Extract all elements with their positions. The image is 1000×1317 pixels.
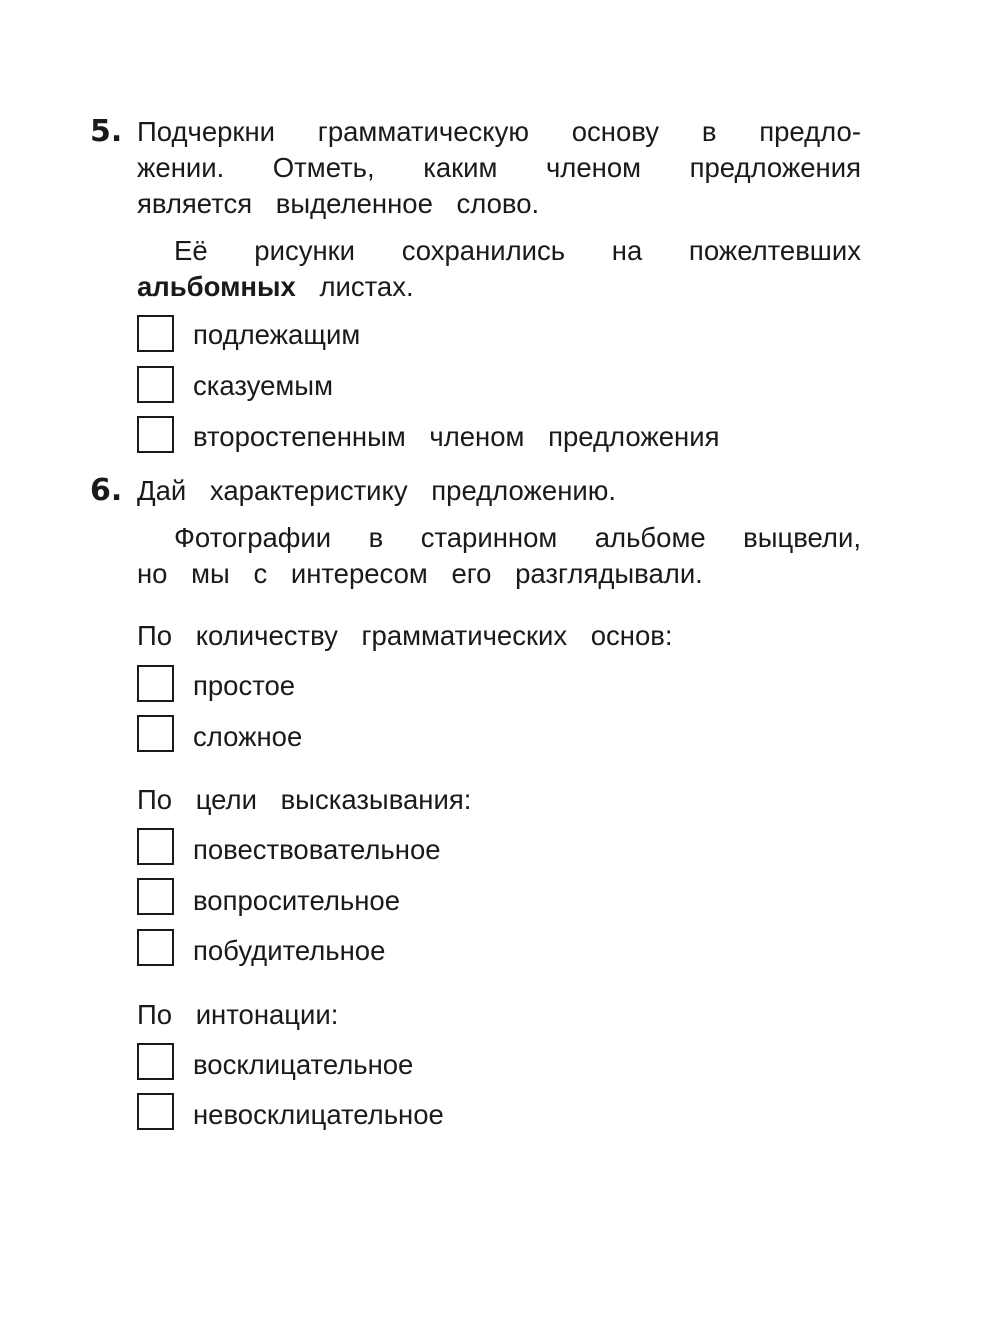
checkbox-simple[interactable]	[137, 665, 174, 702]
checkbox-predicate[interactable]	[137, 366, 174, 403]
task-5-question-line-2	[137, 150, 861, 186]
word: интересом	[290, 558, 428, 589]
option-label-complex: сложное	[193, 721, 303, 752]
task-5-sentence-line-2	[137, 269, 414, 305]
word: мы	[191, 558, 230, 589]
word: предложения	[689, 152, 861, 183]
group-heading-purpose: По цели высказывания:	[137, 784, 472, 815]
option-label-interrogative: вопросительное	[193, 885, 401, 916]
word: с	[253, 558, 268, 589]
word: в	[368, 522, 384, 553]
option-label-non-exclamatory: невосклицательное	[193, 1099, 444, 1130]
word: каким	[423, 152, 498, 183]
word: сохранились	[401, 235, 566, 266]
word: пожелтевших	[688, 235, 861, 266]
word: основу	[571, 116, 660, 147]
option-label-predicate: сказуемым	[193, 370, 333, 401]
checkbox-complex[interactable]	[137, 715, 174, 752]
checkbox-secondary-member[interactable]	[137, 416, 174, 453]
checkbox-declarative[interactable]	[137, 828, 174, 865]
word: Её	[174, 235, 208, 266]
word: на	[611, 235, 643, 266]
task-5-question-line-1	[137, 114, 861, 150]
option-label-declarative: повествовательное	[193, 834, 441, 865]
word: листах.	[319, 271, 414, 302]
task-6-sentence-line-2	[137, 556, 703, 592]
word: грамматическую	[317, 116, 529, 147]
option-label-simple: простое	[193, 670, 296, 701]
word: жении.	[137, 152, 225, 183]
checkbox-non-exclamatory[interactable]	[137, 1093, 174, 1130]
highlighted-word: альбомных	[137, 271, 296, 302]
word: Фотографии	[174, 522, 332, 553]
task-5-question-line-3: является выделенное слово.	[137, 188, 540, 219]
checkbox-imperative[interactable]	[137, 929, 174, 966]
option-label-imperative: побудительное	[193, 935, 386, 966]
option-label-exclamatory: восклицательное	[193, 1049, 414, 1080]
word: членом	[545, 152, 642, 183]
word: но	[137, 558, 168, 589]
word: предло-	[759, 116, 861, 147]
checkbox-interrogative[interactable]	[137, 878, 174, 915]
word: Отметь,	[272, 152, 375, 183]
task-6-question: Дай характеристику предложению.	[137, 475, 617, 506]
word: рисунки	[254, 235, 356, 266]
word: Подчеркни	[137, 116, 275, 147]
task-5-sentence-line-1	[174, 233, 861, 269]
word: его	[451, 558, 492, 589]
word: старинном	[420, 522, 558, 553]
group-heading-clauses: По количеству грамматических основ:	[137, 620, 673, 651]
checkbox-exclamatory[interactable]	[137, 1043, 174, 1080]
word: в	[701, 116, 717, 147]
word: альбоме	[594, 522, 706, 553]
word: выцвели,	[743, 522, 861, 553]
task-5-number: 5.	[90, 114, 123, 149]
group-heading-intonation: По интонации:	[137, 999, 339, 1030]
checkbox-subject[interactable]	[137, 315, 174, 352]
option-label-subject: подлежащим	[193, 319, 361, 350]
word: разглядывали.	[515, 558, 703, 589]
task-6-sentence-line-1	[174, 520, 861, 556]
option-label-secondary-member: второстепенным членом предложения	[193, 421, 720, 452]
task-6-number: 6.	[90, 473, 123, 508]
